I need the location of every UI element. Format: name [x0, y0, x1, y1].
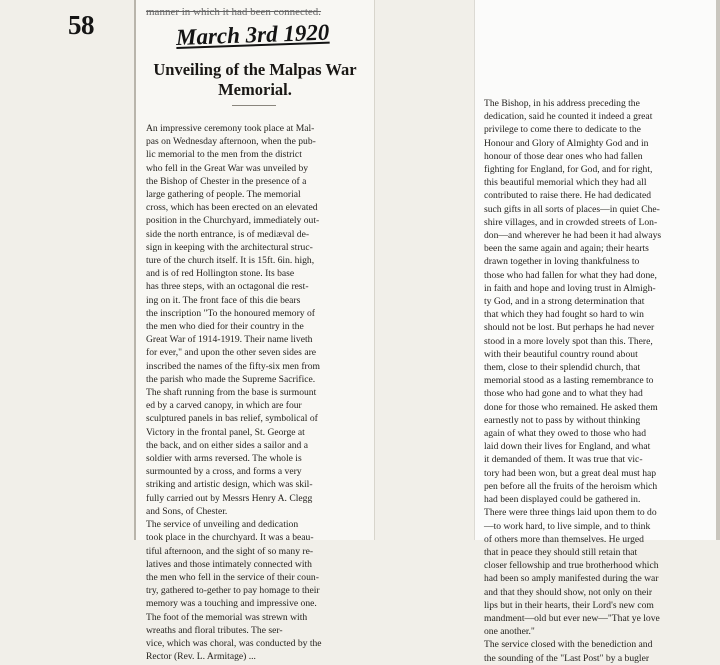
newspaper-clipping-right: [474, 0, 720, 664]
article-body-left: An impressive ceremony took place at Mal- pas on Wednesday afternoon, when the pub- lic memorial to the men from the district who fell in the Great War was unveiled by the Bishop of Chester in the presence of a large gathering of people. The memorial cross, which has been erected on an elevated position in the Churchyard, immediately out- side the north entrance, is of mediæval de- sign in keeping with the architectural struc- ture of the church itself. It is 15ft. 6in. high, and is of red Hollington stone. Its base has three steps, with an octagonal die rest- ing on it. The front face of this die bears the inscription "To the honoured memory of the men who died for their country in the Great War of 1914-1919. Their name liveth for ever," and upon the other seven sides are inscribed the names of the fifty-six men from the parish who made the Supreme Sacrifice. The shaft running from the base is surmount ed by a carved canopy, in which are four sculptured panels in bas relief, symbolical of Victory in the frontal panel, St. George at the back, and on either sides a sailor and a soldier with arms reversed. The whole is surmounted by a cross, and forms a very striking and artistic design, which was skil- fully carried out by Messrs Henry A. Clegg and Sons, of Chester. The service of unveiling and dedication took place in the churchyard. It was a beau- tiful afternoon, and the sight of so many re- latives and those intimately connected with the men who fell in the service of their coun- try, gathered to-gether to pay homage to their memory was a touching and impressive one. The foot of the memorial was strewn with wreaths and floral tributes. The ser- vice, which was choral, was conducted by the Rector (Rev. L. Armitage) ...: [146, 123, 322, 663]
article-body-right: The Bishop, in his address preceding the dedication, said he counted it indeed a great privilege to come there to dedicate to the Honour and Glory of Almighty God and in honour of those dear ones who had fallen fighting for England, for God, and for right, this beautiful memorial which they had all contributed to raise there. He had dedicated such gifts in all sorts of places—in quiet Che- shire villages, and in crowded streets of Lon- don—and wherever he had been it had always been the same again and again; their hearts drawn together in loving thankfulness to those who had fallen for what they had done, in faith and hope and loving trust in Almigh- ty God, and in a strong determination that that which they had fought so hard to win should not be lost. But perhaps he had never stood in a more lovely spot than this. There, with their beautiful country round about them, close to their splendid church, that memorial stood as a lasting remembrance to those who had gone and to what they had done for those who remained. He asked them earnestly not to pass by without thinking again of what they owed to those who had laid down their lives for England, and what it demanded of them. It was true that vic- tory had been won, but a great deal must hap pen before all the fruits of the heroism which had been displayed could be gathered in. There were three things laid upon them to do —to work hard, to live simple, and to think of others more than themselves. He urged that in peace they should still retain that closer fellowship and true brotherhood which had been so amply manifested during the war and that they should show, not only on their lips but in their hearts, their Lord's new com mandment—old but ever new—"That ye love one another." The service closed with the benediction and the sounding of the "Last Post" by a bugler: [484, 98, 662, 664]
headline-divider: [232, 105, 276, 106]
handwritten-date: March 3rd 1920: [175, 19, 330, 50]
newspaper-clipping-left: [134, 0, 374, 663]
clipping-edge: [474, 0, 475, 540]
page-number: 58: [68, 10, 94, 40]
column-rule: [134, 0, 136, 540]
page-edge: [716, 0, 720, 540]
cut-previous-article-line: manner in which it had been connected.: [146, 6, 322, 18]
article-headline: Unveiling of the Malpas War Memorial.: [153, 60, 357, 99]
